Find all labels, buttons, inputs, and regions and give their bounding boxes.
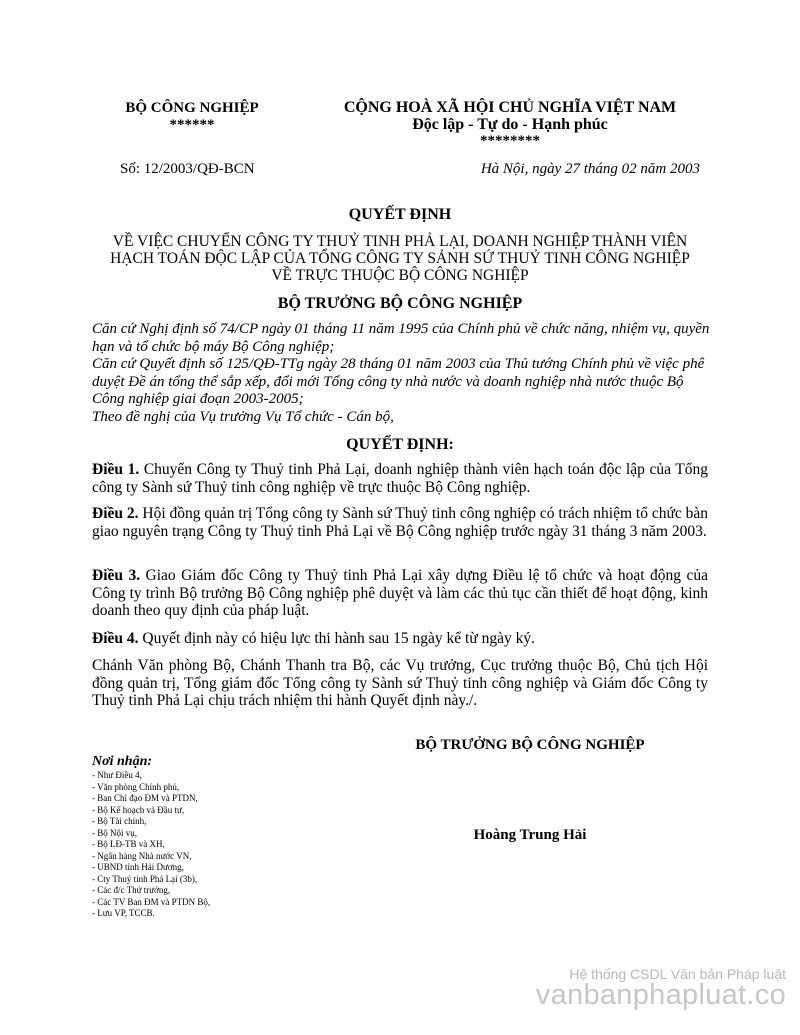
document-number: Số: 12/2003/QĐ-BCN	[120, 161, 255, 177]
signer-title: BỘ TRƯỞNG BỘ CÔNG NGHIỆP	[415, 737, 645, 753]
agency-stars: ******	[169, 117, 215, 133]
article-label: Điều 2.	[92, 505, 139, 522]
preamble	[92, 321, 712, 426]
recipients-heading: Nơi nhận:	[92, 754, 153, 769]
closing-paragraph: Chánh Văn phòng Bộ, Chánh Thanh tra Bộ, các Vụ trưởng, Cục trưởng thuộc Bộ, Chủ tịch Hội đồng quản trị, Tổng giám đốc Tổng công ty Sành sứ Thuỷ tinh công nghiệp và Giám đốc Công ty Thuỷ tinh Phả Lại chịu trách nhiệm thi hành Quyết định này./.	[92, 657, 708, 709]
issuing-agency: BỘ CÔNG NGHIỆP	[125, 100, 259, 116]
subject-line: VỀ TRỰC THUỘC BỘ CÔNG NGHIỆP	[271, 267, 529, 284]
watermark-site: vanbanphapluat.co	[535, 979, 786, 1011]
article-label: Điều 3.	[92, 567, 141, 584]
recipient-item: - Các đ/c Thứ trưởng,	[92, 885, 171, 895]
country-name: CỘNG HOÀ XÃ HỘI CHỦ NGHĨA VIỆT NAM	[343, 99, 677, 116]
motto-stars: ********	[480, 133, 540, 149]
article-text: Giao Giám đốc Công ty Thuỷ tinh Phả Lại xây dựng Điều lệ tổ chức và hoạt động của Công ty trình Bộ trưởng Bộ Công nghiệp phê duyệt và làm các thủ tục cần thiết để hoạt động, kinh doanh theo quy định của pháp luật.	[92, 567, 709, 619]
recipient-item: - Ngân hàng Nhà nước VN,	[92, 850, 192, 861]
article-4	[92, 630, 708, 648]
national-motto: Độc lập - Tự do - Hạnh phúc	[412, 116, 608, 133]
recipient-item: - Cty Thuỷ tinh Phả Lại (3b),	[92, 873, 198, 884]
preamble-item: Theo đề nghị của Vụ trưởng Vụ Tổ chức - Cán bộ,	[92, 408, 394, 425]
article-text: Chuyển Công ty Thuỷ tinh Phả Lại, doanh nghiệp thành viên hạch toán độc lập của Tổng công ty Sành sứ Thuỷ tinh công nghiệp về trực thuộc Bộ Công nghiệp.	[92, 461, 709, 496]
recipient-item: - Bộ Nội vụ,	[92, 827, 137, 838]
preamble-item: Căn cứ Quyết định số 125/QĐ-TTg ngày 28 tháng 01 năm 2003 của Thủ tướng Chính phủ về việc phê duyệt Đề án tổng thể sắp xếp, đổi mới Tổng công ty nhà nước và doanh nghiệp nhà nước thuộc Bộ Công nghiệp giai đoạn 2003-2005;	[92, 356, 705, 407]
recipients-list	[92, 770, 210, 920]
article-label: Điều 1.	[92, 461, 140, 478]
subject-line: VỀ VIỆC CHUYỂN CÔNG TY THUỶ TINH PHẢ LẠI, DOANH NGHIỆP THÀNH VIÊN	[112, 233, 688, 250]
recipient-item: - Bộ LĐ-TB và XH,	[92, 839, 165, 849]
issuing-authority: BỘ TRƯỞNG BỘ CÔNG NGHIỆP	[277, 295, 523, 312]
article-2	[92, 505, 708, 540]
article-text: Hội đồng quản trị Tổng công ty Sành sứ Thuỷ tinh công nghiệp có trách nhiệm tổ chức bàn giao nguyên trạng Công ty Thuỷ tinh Phả Lại về Bộ Công nghiệp trước ngày 31 tháng 3 năm 2003.	[92, 505, 709, 540]
recipient-item: - Văn phòng Chính phủ,	[92, 781, 180, 792]
article-label: Điều 4.	[92, 630, 139, 647]
recipient-item: - Các TV Ban ĐM và PTDN Bộ,	[92, 896, 211, 907]
recipient-item: - Ban Chỉ đạo ĐM và PTDN,	[92, 793, 198, 803]
article-text: Quyết định này có hiệu lực thi hành sau 15 ngày kể từ ngày ký.	[138, 630, 535, 647]
watermark-caption: Hệ thống CSDL Văn bản Pháp luật	[569, 966, 786, 982]
place-date: Hà Nội, ngày 27 tháng 02 năm 2003	[480, 161, 700, 177]
preamble-item: Căn cứ Nghị định số 74/CP ngày 01 tháng 11 năm 1995 của Chính phủ về chức năng, nhiệm vụ, quyền hạn và tổ chức bộ máy Bộ Công nghiệp;	[92, 321, 710, 355]
article-1	[92, 461, 708, 496]
recipient-item: - UBND tỉnh Hải Dương,	[92, 862, 184, 872]
recipient-item: - Như Điều 4,	[92, 770, 142, 780]
decision-heading: QUYẾT ĐỊNH:	[346, 436, 454, 453]
recipient-item: - Bộ Kế hoạch và Đầu tư,	[92, 804, 185, 815]
signer-name: Hoàng Trung Hải	[473, 827, 587, 843]
subject-line: HẠCH TOÁN ĐỘC LẬP CỦA TỔNG CÔNG TY SẢNH SỨ THUỶ TINH CÔNG NGHIỆP	[110, 250, 690, 267]
recipient-item: - Lưu VP, TCCB.	[92, 908, 155, 918]
article-3	[92, 567, 708, 620]
recipient-item: - Bộ Tài chính,	[92, 816, 147, 826]
document-subject	[70, 233, 730, 284]
document-type: QUYẾT ĐỊNH	[348, 206, 452, 223]
